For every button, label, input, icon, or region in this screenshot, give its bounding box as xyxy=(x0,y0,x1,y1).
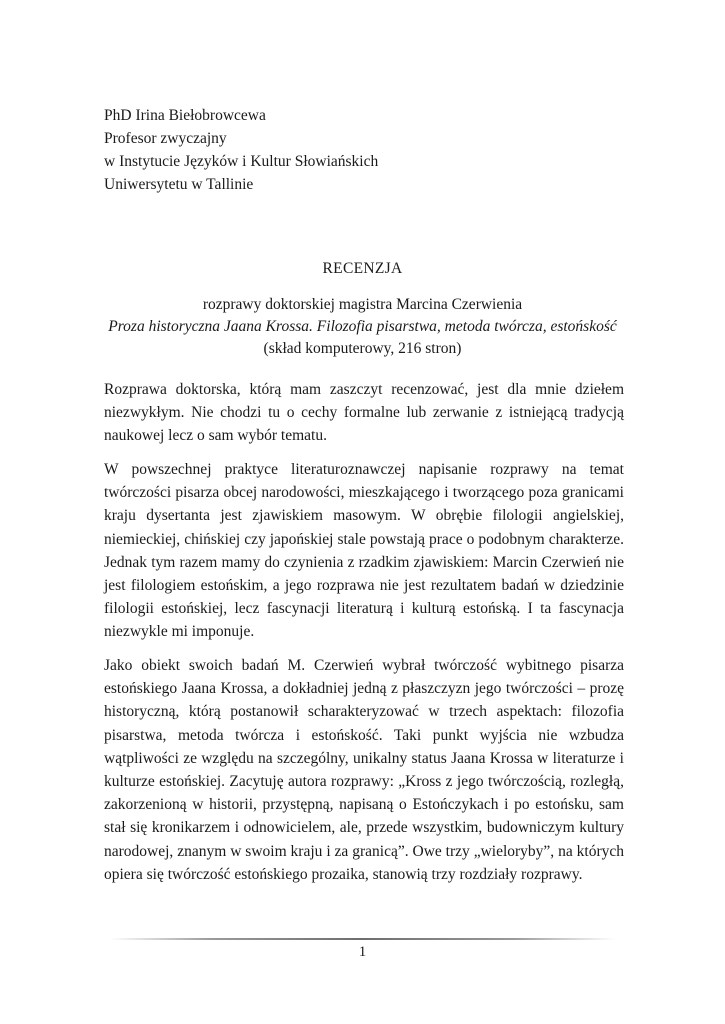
body-paragraph-1: Rozprawa doktorska, którą mam zaszczyt recenzować, jest dla mnie dziełem niezwykłym. Nie chodzi tu o cechy formalne lub zerwanie z istniejącą tradycją naukowej lecz o sam wybór tematu. xyxy=(104,381,624,445)
author-university: Uniwersytetu w Tallinie xyxy=(104,176,254,193)
review-subtitle-block xyxy=(0,294,725,360)
body-paragraph-3: Jako obiekt swoich badań M. Czerwień wybrał twórczość wybitnego pisarza estońskiego Jaana Krossa, a dokładniej jedną z płaszczyzn jego twórczości – prozę historyczną, którą postanowił scharakteryzować w trzech aspektach: filozofia pisarstwa, metoda twórcza i estońskość. Taki punkt wyjścia nie wzbudza wątpliwości ze względu na szczególny, unikalny status Jaana Krossa w literaturze i kulturze estońskiej. Zacytuję autora rozprawy: „Kross z jego twórczością, rozległą, zakorzenioną w historii, przystępną, napisaną o Estończykach i po estońsku, sam stał się kronikarzem i odnowicielem, ale, przede wszystkim, budowniczym kultury narodowej, znanym w swoim kraju i za granicą”. Owe trzy „wieloryby”, na których opiera się twórczość estońskiego prozaika, stanowią trzy rozdziały rozprawy. xyxy=(104,657,624,883)
review-subtitle: rozprawy doktorskiej magistra Marcina Czerwienia xyxy=(202,296,523,313)
body-paragraph-2: W powszechnej praktyce literaturoznawczej napisanie rozprawy na temat twórczości pisarza obcej narodowości, mieszkającego i tworzącego poza granicami kraju dysertanta jest zjawiskiem masowym. W obrębie filologii angielskiej, niemieckiej, chińskiej czy japońskiej stale powstają prace o podobnym charakterze. Jednak tym razem mamy do czynienia z rzadkim zjawiskiem: Marcin Czerwień nie jest filologiem estońskim, a jego rozprawa nie jest rezultatem badań w dziedzinie filologii estońskiej, lecz fascynacji literaturą i kulturą estońską. I ta fascynacja niezwykle mi imponuje. xyxy=(104,461,624,641)
author-name: PhD Irina Biełobrowcewa xyxy=(104,107,266,124)
footer-divider xyxy=(110,938,615,940)
author-institute: w Instytucie Języków i Kultur Słowiańskich xyxy=(104,153,379,170)
author-position: Profesor zwyczajny xyxy=(104,130,227,147)
review-title: RECENZJA xyxy=(322,260,403,277)
dissertation-title: Proza historyczna Jaana Krossa. Filozofia pisarstwa, metoda twórcza, estońskość xyxy=(108,318,617,335)
author-block xyxy=(104,104,378,196)
format-note: (skład komputerowy, 216 stron) xyxy=(263,340,462,357)
page-number: 1 xyxy=(358,944,367,960)
